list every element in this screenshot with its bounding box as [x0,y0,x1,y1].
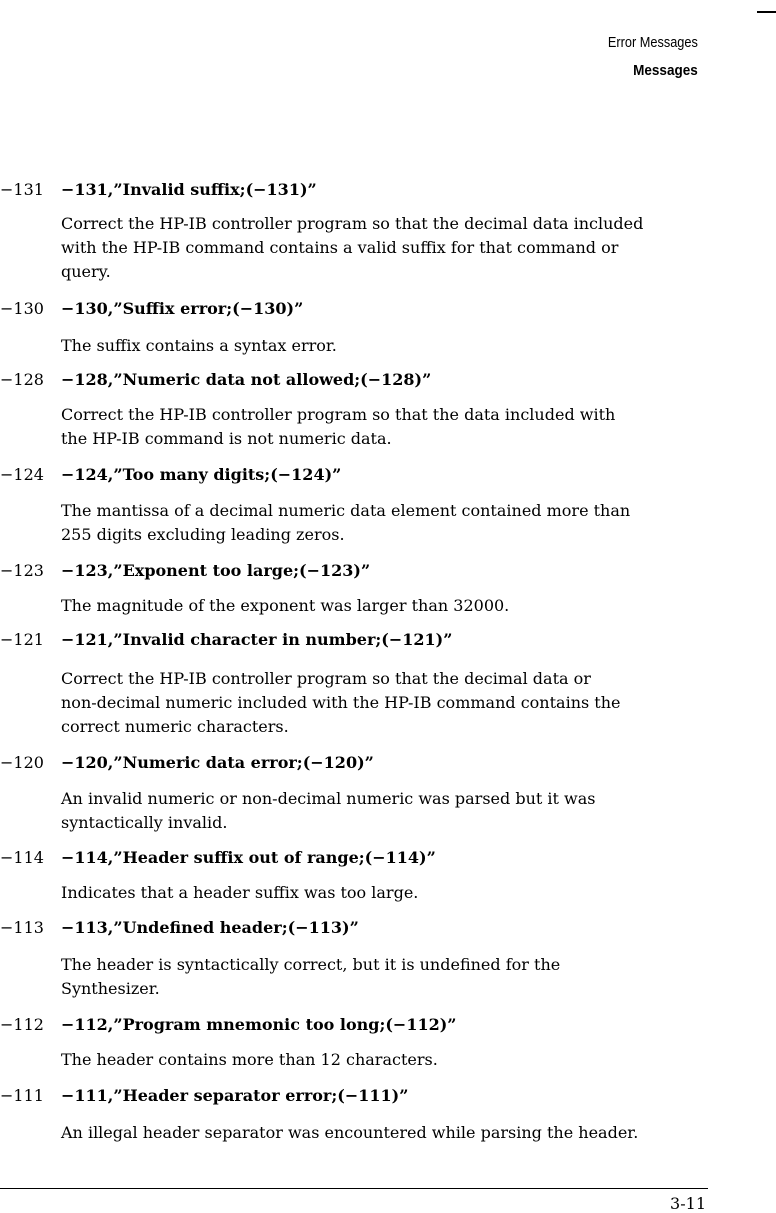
error-code: −123 [0,561,44,580]
description-line: The header contains more than 12 characters. [61,1050,438,1069]
error-title: −124,”Too many digits;(−124)” [61,465,342,484]
description-line: Correct the HP-IB controller program so that the decimal data or [61,669,591,688]
description-line: Synthesizer. [61,979,160,998]
error-code: −121 [0,630,44,649]
error-description [61,403,711,451]
error-description [61,667,711,739]
corner-mark [757,11,776,13]
error-code: −111 [0,1086,44,1105]
footer-rule [0,1188,708,1189]
error-description [61,1048,711,1072]
error-title: −111,”Header separator error;(−111)” [61,1086,409,1105]
description-line: non-decimal numeric included with the HP-IB command contains the [61,693,621,712]
description-line: the HP-IB command is not numeric data. [61,429,392,448]
error-description [61,881,711,905]
error-title: −114,”Header suffix out of range;(−114)” [61,848,436,867]
description-line: correct numeric characters. [61,717,289,736]
error-title: −120,”Numeric data error;(−120)” [61,753,374,772]
description-line: An illegal header separator was encountered while parsing the header. [61,1123,639,1142]
error-title: −130,”Suffix error;(−130)” [61,299,304,318]
page-number: 3-11 [670,1194,706,1213]
error-description [61,594,711,618]
error-code: −128 [0,370,44,389]
error-description [61,499,711,547]
error-description [61,212,711,284]
error-title: −112,”Program mnemonic too long;(−112)” [61,1015,457,1034]
description-line: with the HP-IB command contains a valid suffix for that command or [61,238,619,257]
error-description [61,334,711,358]
error-description [61,1121,711,1145]
description-line: Indicates that a header suffix was too large. [61,883,419,902]
error-title: −113,”Undefined header;(−113)” [61,918,359,937]
error-description [61,953,711,1001]
description-line: An invalid numeric or non-decimal numeric was parsed but it was [61,789,596,808]
description-line: The suffix contains a syntax error. [61,336,337,355]
running-head-subsection: Messages [633,62,698,79]
error-code: −113 [0,918,44,937]
error-code: −124 [0,465,44,484]
description-line: The header is syntactically correct, but it is undefined for the [61,955,561,974]
running-head-section: Error Messages [608,34,698,51]
description-line: The mantissa of a decimal numeric data element contained more than [61,501,631,520]
error-title: −131,”Invalid suffix;(−131)” [61,180,317,199]
description-line: query. [61,262,111,281]
description-line: The magnitude of the exponent was larger than 32000. [61,596,510,615]
description-line: Correct the HP-IB controller program so that the data included with [61,405,616,424]
description-line: Correct the HP-IB controller program so that the decimal data included [61,214,644,233]
error-code: −120 [0,753,44,772]
error-code: −130 [0,299,44,318]
error-code: −112 [0,1015,44,1034]
error-title: −123,”Exponent too large;(−123)” [61,561,371,580]
error-code: −131 [0,180,44,199]
description-line: 255 digits excluding leading zeros. [61,525,345,544]
error-description [61,787,711,835]
description-line: syntactically invalid. [61,813,228,832]
error-title: −121,”Invalid character in number;(−121)” [61,630,453,649]
error-code: −114 [0,848,44,867]
error-title: −128,”Numeric data not allowed;(−128)” [61,370,432,389]
